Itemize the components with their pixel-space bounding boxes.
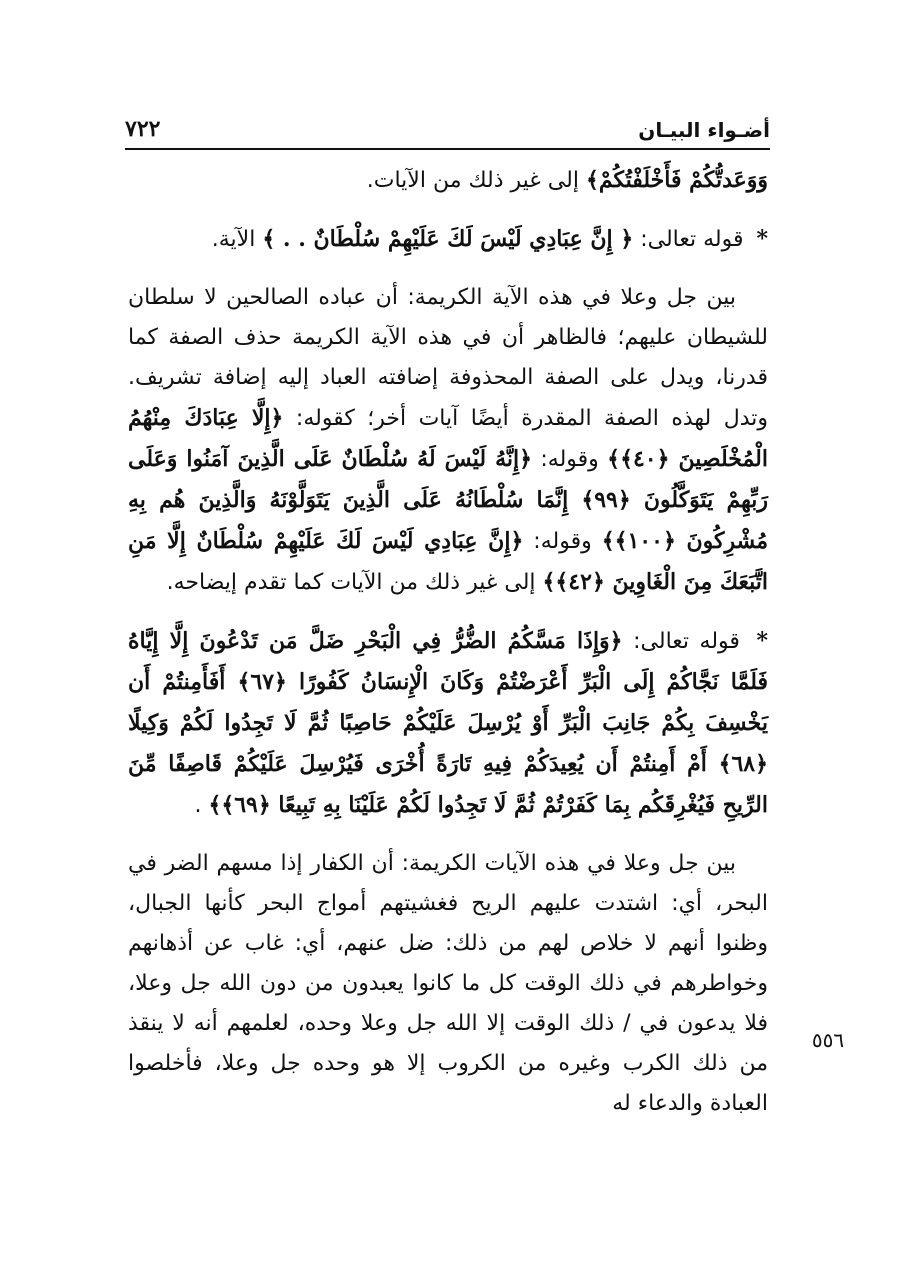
verse-bracket-close: ﴾ — [262, 226, 276, 252]
tail-text: الآية. — [211, 227, 263, 252]
paragraph-commentary — [128, 278, 768, 603]
margin-page-reference: ٥٥٦ — [811, 1028, 845, 1052]
lead-text: قوله تعالى: — [622, 629, 751, 654]
quran-verse: ﴿إِلَّا عِبَادَكَ مِنْهُمُ الْمُخْلَصِينَ ﴿٤٠﴾﴾ — [128, 405, 768, 472]
paragraph-text: إلى غير ذلك من الآيات. — [366, 168, 586, 193]
star-marker: * — [756, 628, 768, 654]
paragraph-commentary — [128, 844, 768, 1124]
page-content — [128, 160, 768, 1220]
paragraph-text: إلى غير ذلك من الآيات كما تقدم إيضاحه. — [166, 570, 543, 595]
star-marker: * — [756, 226, 768, 252]
paragraph-verse-heading — [128, 621, 768, 826]
quran-verse: إِنَّ عِبَادِي لَيْسَ لَكَ عَلَيْهِمْ سُلْطَانٌ . . — [275, 226, 621, 252]
lead-text: قوله تعالى: — [633, 227, 751, 252]
book-title: أضـواء البيـان — [638, 118, 770, 142]
quran-verse: ﴿إِنَّهُ لَيْسَ لَهُ سُلْطَانٌ عَلَى الَّذِينَ آمَنُوا وَعَلَى رَبِّهِمْ يَتَوَكَّلُونَ ﴿٩٩﴾ إِنَّمَا سُلْطَانُهُ عَلَى الَّذِينَ يَتَوَلَّوْنَهُ وَالَّذِينَ هُم بِهِ مُشْرِكُونَ ﴿١٠٠﴾﴾ — [128, 446, 769, 554]
paragraph-text: وقوله: — [532, 447, 608, 472]
quran-verse: ﴿إِنَّ عِبَادِي لَيْسَ لَكَ عَلَيْهِمْ سُلْطَانٌ إِلَّا مَنِ اتَّبَعَكَ مِنَ الْغَاوِينَ ﴿٤٢﴾﴾ — [128, 528, 768, 595]
paragraph-verse-ending — [128, 160, 768, 201]
paragraph-text: بين جل وعلا في هذه الآيات الكريمة: أن الكفار إذا مسهم الضر في البحر، أي: اشتدت عليهم الريح فغشيتهم أمواج البحر كأنها الجبال، وظنوا أنهم لا خلاص لهم من ذلك: ضل عنهم، أي: غاب عن أذهانهم وخواطرهم في ذلك الوقت كل ما كانوا يعبدون من دون الله جل وعلا، فلا يدعون في / ذلك الوقت إلا الله جل وعلا وحده، لعلمهم أنه لا ينقذ من ذلك الكرب وغيره من الكروب إلا هو وحده جل وعلا، فأخلصوا العبادة والدعاء له — [128, 851, 768, 1116]
quran-verse: وَوَعَدتُّكُمْ فَأَخْلَفْتُكُمْ — [598, 167, 768, 193]
verse-bracket-close: ﴾ — [585, 167, 599, 193]
verse-bracket-open: ﴿ — [620, 226, 634, 252]
page-number: ٧٢٢ — [125, 116, 161, 142]
quran-verse: ﴿وَإِذَا مَسَّكُمُ الضُّرُّ فِي الْبَحْرِ ضَلَّ مَن تَدْعُونَ إِلَّا إِيَّاهُ فَلَمَّا نَجَّاكُمْ إِلَى الْبَرِّ أَعْرَضْتُمْ وَكَانَ الْإِنسَانُ كَفُورًا ﴿٦٧﴾ أَفَأَمِنتُمْ أَن يَخْسِفَ بِكُمْ جَانِبَ الْبَرِّ أَوْ يُرْسِلَ عَلَيْكُمْ حَاصِبًا ثُمَّ لَا تَجِدُوا لَكُمْ وَكِيلًا ﴿٦٨﴾ أَمْ أَمِنتُمْ أَن يُعِيدَكُمْ فِيهِ تَارَةً أُخْرَى فَيُرْسِلَ عَلَيْكُمْ قَاصِفًا مِّنَ الرِّيحِ فَيُغْرِقَكُم بِمَا كَفَرْتُمْ ثُمَّ لَا تَجِدُوا لَكُمْ عَلَيْنَا بِهِ تَبِيعًا ﴿٦٩﴾﴾ — [128, 628, 768, 818]
page-header — [125, 108, 770, 150]
paragraph-verse-heading — [128, 219, 768, 260]
paragraph-text: بين جل وعلا في هذه الآية الكريمة: أن عباده الصالحين لا سلطان للشيطان عليهم؛ فالظاهر أن في هذه الآية الكريمة حذف الصفة كما قدرنا، ويدل على الصفة المحذوفة إضافته العباد إليه إضافة تشريف. وتدل لهذه الصفة المقدرة أيضًا آيات أخر؛ كقوله: — [128, 285, 768, 431]
tail-text: . — [194, 793, 209, 818]
paragraph-text: وقوله: — [523, 529, 602, 554]
